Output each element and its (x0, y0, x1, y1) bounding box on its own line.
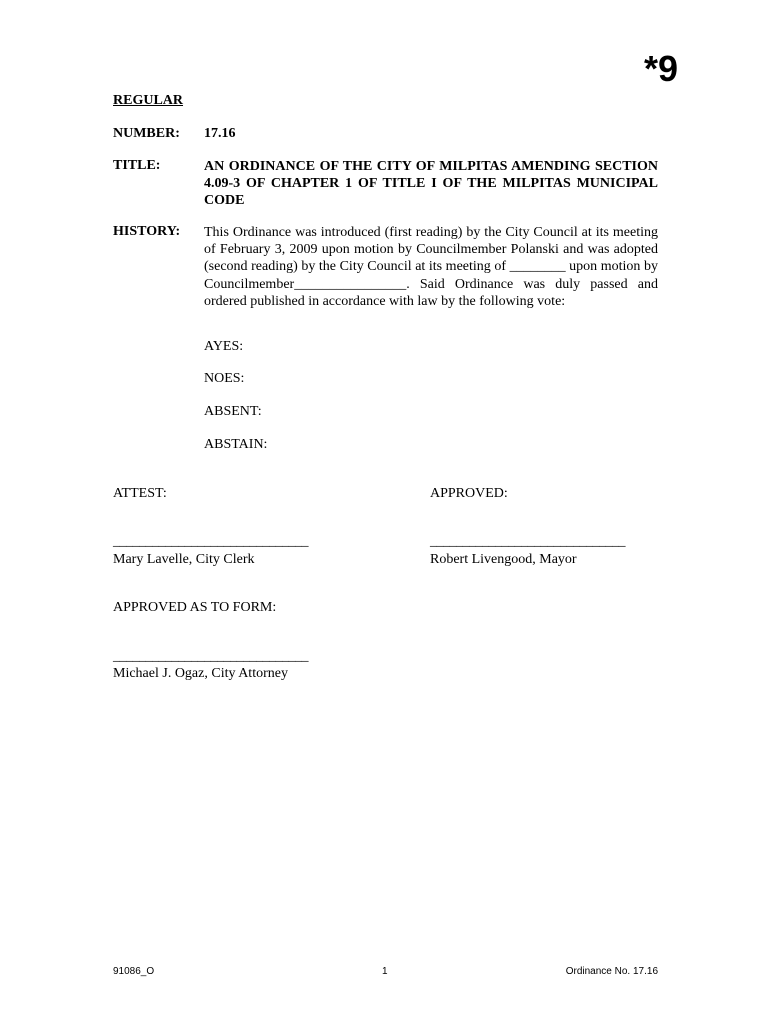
approved-as-to-form-label: APPROVED AS TO FORM: (113, 600, 277, 615)
number-label: NUMBER: (113, 126, 180, 141)
history-value: This Ordinance was introduced (first reading) by the City Council at its meeting of February 3, 2009 upon motion by Councilmember Polanski and was adopted (second reading) by the City Council at its meeting of ________ upon motion by Councilmember________________. Said Ordinance was duly passed and ordered published in accordance with law by the following vote: (204, 225, 658, 309)
clerk-signature-line: ______________________________ (113, 534, 308, 549)
attorney-name: Michael J. Ogaz, City Attorney (113, 666, 288, 681)
title-label: TITLE: (113, 158, 161, 173)
regular-heading: REGULAR (113, 93, 184, 108)
footer-document-id: 91086_O (113, 966, 155, 977)
attorney-signature-line: ______________________________ (113, 649, 308, 664)
vote-noes: NOES: (204, 371, 245, 386)
footer-page-number: 1 (382, 966, 388, 977)
history-label: HISTORY: (113, 224, 181, 239)
vote-absent: ABSENT: (204, 404, 262, 419)
agenda-item-mark: *9 (643, 48, 678, 89)
clerk-name: Mary Lavelle, City Clerk (113, 552, 255, 567)
approved-label: APPROVED: (430, 486, 508, 501)
mayor-signature-line: ______________________________ (430, 534, 625, 549)
mayor-name: Robert Livengood, Mayor (430, 552, 577, 567)
attest-label: ATTEST: (113, 486, 167, 501)
vote-ayes: AYES: (204, 339, 244, 354)
title-value: AN ORDINANCE OF THE CITY OF MILPITAS AMENDING SECTION 4.09-3 OF CHAPTER 1 OF TITLE I OF THE MILPITAS MUNICIPAL CODE (204, 159, 658, 208)
number-value: 17.16 (204, 126, 236, 141)
vote-abstain: ABSTAIN: (204, 437, 268, 452)
footer-ordinance-number: Ordinance No. 17.16 (565, 966, 658, 977)
